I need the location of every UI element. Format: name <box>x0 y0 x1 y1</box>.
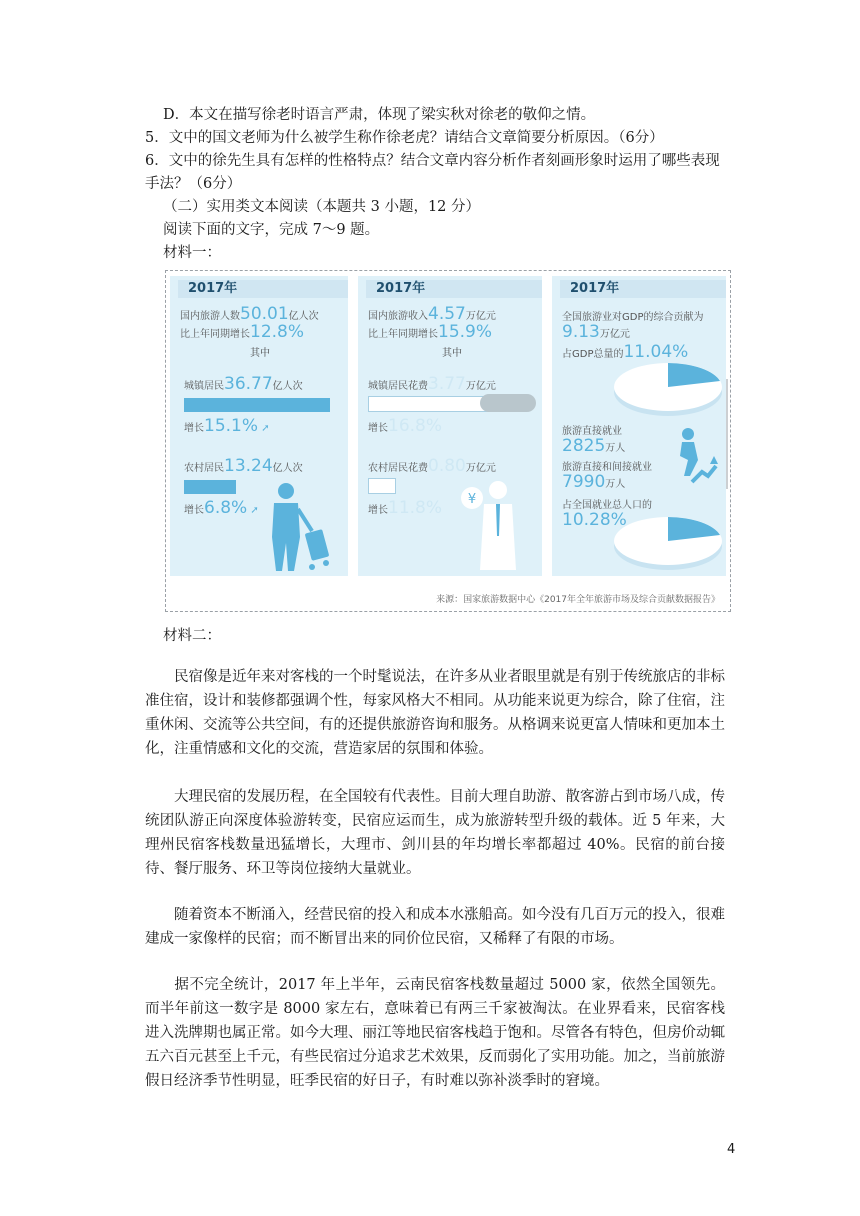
panel1-year: 2017年 <box>178 280 348 298</box>
panel-tourism-revenue <box>358 276 542 576</box>
panel3-gdp-label: 全国旅游业对GDP的综合贡献为 <box>562 312 704 323</box>
paragraph-2: 大理民宿的发展历程，在全国较有代表性。目前大理自助游、散客游占到市场八成，传统团队游正向深度体验游转变，民宿应运而生，成为旅游转型升级的载体。近 5 年来，大理州民宿客栈数量迅猛增长，大理市、剑川县的年均增长率都超过 40%。民宿的前台接待、餐厅服务、环卫等岗位接纳大量就业。 <box>145 789 725 877</box>
material-1-label: 材料一： <box>163 245 221 261</box>
panel2-urban-bar <box>368 396 494 412</box>
panel2-line2: 比上年同期增长15.9% <box>368 322 493 342</box>
panel1-line1: 国内旅游人数50.01亿人次 <box>180 304 319 324</box>
panel1-urban: 城镇居民36.77亿人次 <box>184 374 303 394</box>
panel1-rural-growth: 增长6.8% ➚ <box>184 498 259 518</box>
question-5: 5．文中的国文老师为什么被学生称作徐老虎？请结合文章简要分析原因。（6分） <box>145 130 664 146</box>
panel3-direct-value: 2825万人 <box>562 436 626 456</box>
yen-symbol: ¥ <box>467 492 477 507</box>
panel1-rural-bar <box>184 480 236 494</box>
panel2-rural-growth: 增长11.8% <box>368 498 443 518</box>
dashed-edge-ticks <box>726 379 734 489</box>
panel3-gdp-share: 占GDP总量的11.04% <box>562 342 689 362</box>
panel1-urban-bar <box>184 398 330 412</box>
panel2-qizhong: 其中 <box>442 348 462 359</box>
panel2-rural-bar <box>368 478 396 494</box>
climbing-person-icon <box>670 426 720 486</box>
employment-share-pie <box>612 508 724 574</box>
question-6-line1: 6．文中的徐先生具有怎样的性格特点？结合文章内容分析作者刻画形象时运用了哪些表现 <box>145 153 720 169</box>
panel1-urban-growth: 增长15.1% ➚ <box>184 416 270 436</box>
panel-gdp-contribution <box>552 276 726 576</box>
panel2-line1: 国内旅游收入4.57万亿元 <box>368 304 496 324</box>
panel3-direct-label: 旅游直接就业 <box>562 426 622 437</box>
reading-instruction: 阅读下面的文字，完成 7～9 题。 <box>163 222 380 238</box>
panel2-rural: 农村居民花费0.80万亿元 <box>368 456 496 476</box>
panel1-rural: 农村居民13.24亿人次 <box>184 456 303 476</box>
panel1-qizhong: 其中 <box>250 348 270 359</box>
traveler-with-suitcase-icon <box>260 481 340 573</box>
source-note: 来源：国家旅游数据中心《2017年全年旅游市场及综合贡献数据报告》 <box>436 595 720 605</box>
panel3-year: 2017年 <box>560 280 726 298</box>
paragraph-3: 随着资本不断涌入，经营民宿的投入和成本水涨船高。如今没有几百万元的投入，很难建成一家像样的民宿；而不断冒出来的同价位民宿，又稀释了有限的市场。 <box>145 907 725 947</box>
panel3-total-label: 旅游直接和间接就业 <box>562 462 652 473</box>
panel3-share-value: 10.28% <box>562 510 627 530</box>
material-2-label: 材料二： <box>163 628 221 644</box>
businessman-yen-icon <box>458 476 534 572</box>
panel2-coin-stack <box>480 394 536 412</box>
panel1-line2: 比上年同期增长12.8% <box>180 322 305 342</box>
panel2-urban: 城镇居民花费3.77万亿元 <box>368 374 496 394</box>
gdp-share-pie <box>612 354 724 420</box>
option-d: D．本文在描写徐老时语言严肃，体现了梁实秋对徐老的敬仰之情。 <box>163 107 596 123</box>
paragraph-1: 民宿像是近年来对客栈的一个时髦说法，在许多从业者眼里就是有别于传统旅店的非标准住宿，设计和装修都强调个性，每家风格大不相同。从功能来说更为综合，除了住宿，注重休闲、交流等公共空间，有的还提供旅游咨询和服务。从格调来说更富人情味和更加本土化，注重情感和文化的交流，营造家居的氛围和体验。 <box>145 669 725 757</box>
panel3-gdp-value: 9.13万亿元 <box>562 322 630 342</box>
section-heading: （二）实用类文本阅读（本题共 3 小题，12 分） <box>163 199 481 215</box>
panel3-total-value: 7990万人 <box>562 472 626 492</box>
panel2-urban-growth: 增长16.8% <box>368 416 443 436</box>
tourism-infographic <box>165 270 731 612</box>
panel-tourist-count <box>170 276 348 576</box>
page-number: 4 <box>727 1142 736 1157</box>
question-6-line2: 手法？（6分） <box>145 176 242 192</box>
paragraph-4: 据不完全统计，2017 年上半年，云南民宿客栈数量超过 5000 家，依然全国领先。而半年前这一数字是 8000 家左右，意味着已有两三千家被淘汰。在业界看来，民宿客栈进入洗牌期也属正常。如今大理、丽江等地民宿客栈趋于饱和。尽管各有特色，但房价动辄五六百元甚至上千元，有些民宿过分追求艺术效果，反而弱化了实用功能。加之，当前旅游假日经济季节性明显，旺季民宿的好日子，有时难以弥补淡季时的窘境。 <box>145 977 725 1089</box>
panel2-year: 2017年 <box>366 280 542 298</box>
panel3-share-label: 占全国就业总人口的 <box>562 500 652 511</box>
